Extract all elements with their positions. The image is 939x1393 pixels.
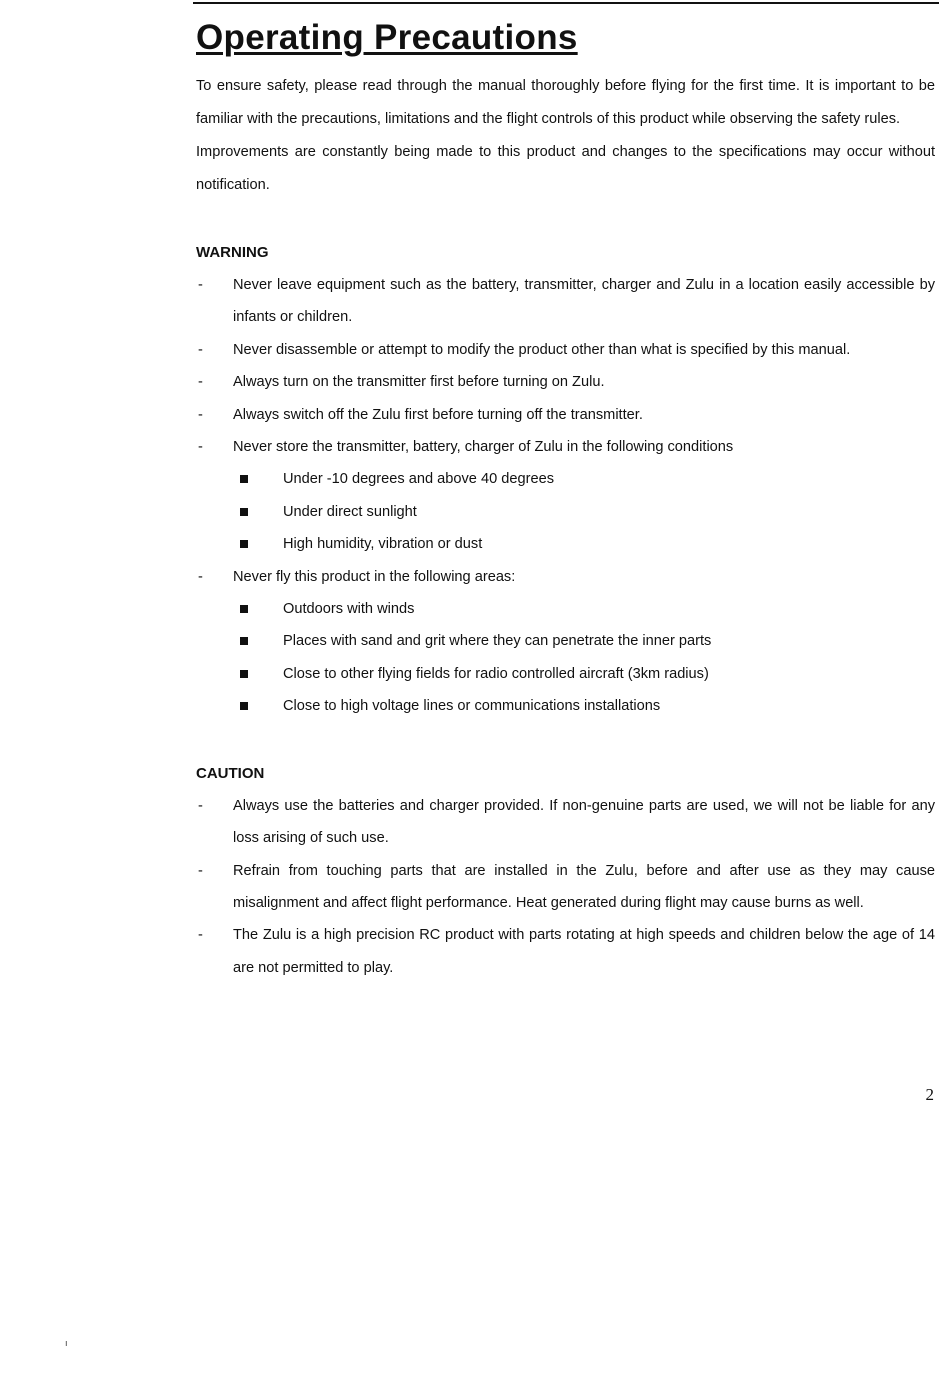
warning-list-continued bbox=[196, 561, 935, 593]
warning-item bbox=[196, 269, 935, 334]
storage-condition-text: Under direct sunlight bbox=[283, 503, 417, 520]
dash-bullet: - bbox=[198, 374, 203, 391]
section-spacer bbox=[196, 202, 935, 236]
flight-area-text: Close to other flying fields for radio controlled aircraft (3km radius) bbox=[283, 665, 709, 682]
flight-area-item bbox=[196, 593, 935, 625]
warning-section bbox=[196, 236, 935, 723]
dash-bullet: - bbox=[198, 568, 203, 585]
square-bullet-icon bbox=[240, 670, 248, 678]
warning-heading: WARNING bbox=[196, 244, 269, 261]
document-page bbox=[196, 14, 935, 984]
warning-item-text: Always turn on the transmitter first before turning on Zulu. bbox=[233, 374, 605, 391]
caution-item-text: Refrain from touching parts that are installed in the Zulu, before and after use as they may cause misalignment and affect flight performance. Heat generated during flight may cause burns as well. bbox=[233, 862, 935, 911]
storage-condition-item bbox=[196, 496, 935, 528]
storage-condition-text: Under -10 degrees and above 40 degrees bbox=[283, 471, 554, 488]
section-spacer bbox=[196, 723, 935, 757]
caution-heading: CAUTION bbox=[196, 764, 265, 782]
square-bullet-icon bbox=[240, 637, 248, 645]
caution-item-text: Always use the batteries and charger provided. If non-genuine parts are used, we will not be liable for any loss arising of such use. bbox=[233, 797, 935, 847]
page-number: 2 bbox=[925, 1085, 934, 1104]
storage-condition-item bbox=[196, 528, 935, 560]
warning-item-text: Never store the transmitter, battery, charger of Zulu in the following conditions bbox=[233, 439, 734, 456]
warning-item bbox=[196, 334, 935, 366]
dash-bullet: - bbox=[198, 927, 203, 944]
flight-area-text: Close to high voltage lines or communications installations bbox=[283, 698, 661, 715]
warning-list bbox=[196, 269, 935, 463]
caution-item bbox=[196, 919, 935, 984]
page-title: Operating Precautions bbox=[196, 18, 578, 57]
top-rule bbox=[193, 2, 939, 4]
flight-area-item bbox=[196, 658, 935, 690]
intro-paragraph-2: Improvements are constantly being made to this product and changes to the specifications may occur without notification. bbox=[196, 144, 935, 193]
warning-item bbox=[196, 431, 935, 463]
warning-item bbox=[196, 399, 935, 431]
caution-section bbox=[196, 757, 935, 984]
warning-item-text: Never fly this product in the following areas: bbox=[233, 568, 516, 585]
caution-item bbox=[196, 855, 935, 920]
flight-area-item bbox=[196, 625, 935, 657]
dash-bullet: - bbox=[198, 341, 203, 358]
caution-list bbox=[196, 790, 935, 984]
warning-item-text: Never disassemble or attempt to modify the product other than what is specified by this manual. bbox=[233, 341, 851, 358]
warning-item-text: Always switch off the Zulu first before turning off the transmitter. bbox=[233, 406, 643, 423]
storage-condition-text: High humidity, vibration or dust bbox=[283, 536, 483, 553]
square-bullet-icon bbox=[240, 540, 248, 548]
flight-area-text: Outdoors with winds bbox=[283, 601, 415, 618]
dash-bullet: - bbox=[198, 439, 203, 456]
caution-item-text: The Zulu is a high precision RC product with parts rotating at high speeds and children below the age of 14 are not permitted to play. bbox=[233, 927, 935, 976]
storage-condition-item bbox=[196, 463, 935, 495]
dash-bullet: - bbox=[198, 862, 203, 879]
intro-paragraph-1: To ensure safety, please read through the manual thoroughly before flying for the first time. It is important to be familiar with the precautions, limitations and the flight controls of this product while observing the safety rules. bbox=[196, 78, 935, 127]
flight-areas-list bbox=[196, 593, 935, 723]
square-bullet-icon bbox=[240, 605, 248, 613]
square-bullet-icon bbox=[240, 702, 248, 710]
caution-item bbox=[196, 790, 935, 855]
warning-item bbox=[196, 366, 935, 398]
scan-artifact-mark: ı bbox=[65, 1338, 68, 1348]
square-bullet-icon bbox=[240, 475, 248, 483]
dash-bullet: - bbox=[198, 406, 203, 423]
warning-item bbox=[196, 561, 935, 593]
flight-area-item bbox=[196, 690, 935, 722]
dash-bullet: - bbox=[198, 797, 203, 814]
flight-area-text: Places with sand and grit where they can penetrate the inner parts bbox=[283, 633, 712, 650]
square-bullet-icon bbox=[240, 508, 248, 516]
storage-conditions-list bbox=[196, 463, 935, 560]
dash-bullet: - bbox=[198, 277, 203, 293]
warning-item-text: Never leave equipment such as the battery, transmitter, charger and Zulu in a location easily accessible by infants or children. bbox=[233, 277, 935, 326]
